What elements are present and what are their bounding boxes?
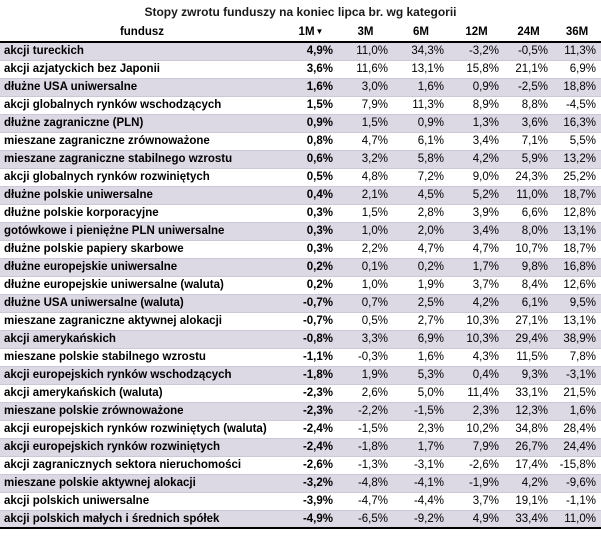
return-value-12m: 3,7% — [472, 279, 499, 291]
return-value-12m: 4,2% — [472, 297, 499, 309]
table-row — [0, 294, 601, 312]
return-value-36m: 13,1% — [563, 315, 596, 327]
return-value-3m: 2,6% — [361, 387, 388, 399]
return-value-36m: 25,2% — [563, 171, 596, 183]
header-row — [0, 22, 601, 42]
return-value-1m: 1,5% — [306, 99, 333, 111]
return-value-1m: -4,9% — [302, 512, 333, 525]
return-value-6m: 2,5% — [417, 297, 444, 309]
return-value-12m: 1,7% — [472, 261, 499, 273]
return-value-36m: 11,3% — [564, 45, 596, 58]
return-value-6m: 1,9% — [417, 279, 444, 291]
return-value-6m: 7,2% — [417, 171, 444, 183]
column-header-12m[interactable] — [449, 22, 504, 42]
return-value-6m: 2,7% — [417, 315, 444, 327]
return-value-6m: -4,4% — [413, 495, 444, 507]
return-value-3m: 11,6% — [356, 63, 388, 75]
return-value-24m: 27,1% — [515, 315, 548, 327]
fund-category-name: dłużne polskie papiery skarbowe — [4, 243, 184, 255]
return-value-12m: 1,3% — [472, 117, 499, 129]
return-value-12m: -1,9% — [468, 477, 499, 489]
return-value-3m: 1,5% — [361, 207, 388, 219]
table-row — [0, 438, 601, 456]
return-value-12m: 8,9% — [472, 99, 499, 111]
return-value-24m: 19,1% — [515, 495, 548, 507]
return-value-36m: 18,8% — [563, 81, 596, 93]
table-row — [0, 276, 601, 294]
fund-category-name: akcji globalnych rynków wschodzących — [4, 99, 222, 111]
return-value-36m: 12,6% — [563, 279, 596, 291]
return-value-6m: 6,1% — [417, 135, 444, 147]
column-header-fundusz[interactable]: fundusz — [0, 22, 284, 42]
fund-category-name: dłużne polskie korporacyjne — [4, 207, 159, 219]
return-value-12m: 10,3% — [466, 333, 499, 345]
return-value-1m: -0,7% — [302, 315, 333, 327]
return-value-3m: 0,7% — [361, 297, 388, 309]
return-value-1m: 4,9% — [306, 45, 333, 58]
return-value-36m: -15,8% — [559, 459, 596, 471]
fund-returns-table — [0, 22, 601, 529]
fund-category-name: akcji tureckich — [4, 45, 84, 58]
return-value-12m: 9,0% — [472, 171, 499, 183]
return-value-6m: 1,6% — [417, 81, 444, 93]
return-value-6m: 5,3% — [417, 369, 444, 381]
return-value-24m: 6,6% — [521, 207, 548, 219]
return-value-1m: -1,8% — [302, 369, 333, 381]
return-value-1m: 0,8% — [306, 135, 333, 147]
table-row — [0, 348, 601, 366]
return-value-6m: 13,1% — [411, 63, 444, 75]
return-value-1m: 0,3% — [306, 243, 333, 255]
table-row — [0, 132, 601, 150]
return-value-24m: 10,7% — [515, 243, 548, 255]
return-value-3m: -4,7% — [357, 495, 388, 507]
column-header-1m[interactable] — [284, 22, 338, 42]
return-value-36m: 21,5% — [563, 387, 596, 399]
column-header-6m[interactable] — [393, 22, 449, 42]
return-value-1m: 0,5% — [306, 171, 333, 183]
column-header-3m[interactable] — [338, 22, 393, 42]
return-value-24m: 29,4% — [515, 333, 548, 345]
column-header-label: 12M — [465, 25, 488, 38]
return-value-24m: 9,8% — [521, 261, 548, 273]
return-value-6m: -9,2% — [413, 512, 444, 525]
return-value-12m: 4,7% — [472, 243, 499, 255]
return-value-24m: 8,4% — [521, 279, 548, 291]
fund-category-name: akcji amerykańskich (waluta) — [4, 387, 163, 399]
return-value-1m: -3,9% — [302, 495, 333, 507]
return-value-3m: 11,0% — [356, 45, 388, 58]
return-value-24m: 6,1% — [521, 297, 548, 309]
fund-category-name: dłużne europejskie uniwersalne — [4, 261, 178, 273]
fund-category-name: mieszane zagraniczne aktywnej alokacji — [4, 315, 222, 327]
return-value-6m: 0,2% — [417, 261, 444, 273]
return-value-24m: 33,4% — [515, 512, 548, 525]
table-row — [0, 330, 601, 348]
fund-category-name: akcji azjatyckich bez Japonii — [4, 63, 160, 75]
return-value-12m: 4,2% — [472, 153, 499, 165]
return-value-36m: -4,5% — [565, 99, 596, 111]
return-value-12m: 15,8% — [466, 63, 499, 75]
return-value-24m: 7,1% — [521, 135, 548, 147]
return-value-24m: 11,5% — [516, 351, 548, 363]
return-value-24m: -2,5% — [517, 81, 548, 93]
table-row — [0, 96, 601, 114]
table-row — [0, 60, 601, 78]
return-value-3m: 1,0% — [361, 225, 388, 237]
column-header-label: 24M — [517, 25, 540, 38]
table-row — [0, 456, 601, 474]
return-value-24m: 33,1% — [515, 387, 548, 399]
column-header-24m[interactable] — [504, 22, 553, 42]
return-value-36m: 16,8% — [563, 261, 596, 273]
return-value-24m: 5,9% — [521, 153, 548, 165]
return-value-6m: 5,8% — [417, 153, 444, 165]
return-value-3m: 3,3% — [361, 333, 388, 345]
return-value-24m: 3,6% — [521, 117, 548, 129]
return-value-3m: 4,7% — [361, 135, 388, 147]
return-value-12m: 3,4% — [472, 225, 499, 237]
fund-category-name: akcji polskich małych i średnich spółek — [4, 512, 220, 525]
return-value-36m: 9,5% — [569, 297, 596, 309]
return-value-12m: 4,9% — [472, 512, 499, 525]
return-value-3m: 0,1% — [361, 261, 388, 273]
fund-category-name: akcji polskich uniwersalne — [4, 495, 150, 507]
fund-category-name: mieszane polskie stabilnego wzrostu — [4, 351, 206, 363]
return-value-24m: 26,7% — [515, 441, 548, 453]
table-row — [0, 150, 601, 168]
return-value-12m: 2,3% — [472, 405, 499, 417]
table-row — [0, 42, 601, 60]
return-value-12m: 5,2% — [472, 189, 499, 201]
fund-category-name: mieszane polskie zrównoważone — [4, 405, 184, 417]
return-value-36m: 18,7% — [563, 243, 596, 255]
return-value-1m: 0,2% — [306, 279, 333, 291]
return-value-24m: 11,0% — [516, 189, 548, 201]
return-value-36m: 18,7% — [563, 189, 596, 201]
return-value-3m: -4,8% — [357, 477, 388, 489]
sort-desc-icon: ▼ — [315, 26, 324, 36]
table-row — [0, 204, 601, 222]
return-value-1m: 0,2% — [306, 261, 333, 273]
return-value-24m: 8,0% — [521, 225, 548, 237]
return-value-36m: 1,6% — [569, 405, 596, 417]
return-value-36m: 38,9% — [563, 333, 596, 345]
return-value-3m: 2,1% — [361, 189, 388, 201]
column-header-label: 1M — [298, 25, 315, 38]
return-value-12m: 10,2% — [466, 423, 499, 435]
return-value-6m: 1,6% — [417, 351, 444, 363]
return-value-3m: 4,8% — [361, 171, 388, 183]
return-value-24m: 34,8% — [515, 423, 548, 435]
return-value-12m: 3,4% — [472, 135, 499, 147]
return-value-36m: 12,8% — [563, 207, 596, 219]
fund-category-name: mieszane zagraniczne zrównoważone — [4, 135, 210, 147]
return-value-3m: -1,5% — [357, 423, 388, 435]
return-value-1m: 1,6% — [306, 81, 333, 93]
return-value-36m: 28,4% — [563, 423, 596, 435]
return-value-24m: -0,5% — [517, 45, 548, 58]
return-value-1m: 3,6% — [306, 63, 333, 75]
table-row — [0, 312, 601, 330]
table-row — [0, 186, 601, 204]
return-value-36m: 6,9% — [569, 63, 596, 75]
fund-category-name: akcji europejskich rynków wschodzących — [4, 369, 232, 381]
return-value-6m: 0,9% — [417, 117, 444, 129]
return-value-6m: 11,3% — [412, 99, 444, 111]
return-value-6m: 6,9% — [417, 333, 444, 345]
return-value-36m: -3,1% — [565, 369, 596, 381]
return-value-36m: -9,6% — [565, 477, 596, 489]
return-value-1m: -2,4% — [302, 441, 333, 453]
return-value-3m: 3,0% — [361, 81, 388, 93]
return-value-24m: 8,8% — [521, 99, 548, 111]
return-value-36m: 13,2% — [563, 153, 596, 165]
fund-category-name: dłużne USA uniwersalne (waluta) — [4, 297, 184, 309]
return-value-1m: 0,9% — [306, 117, 333, 129]
return-value-1m: 0,3% — [306, 207, 333, 219]
return-value-6m: 2,0% — [417, 225, 444, 237]
return-value-36m: 5,5% — [569, 135, 596, 147]
fund-category-name: mieszane zagraniczne stabilnego wzrostu — [4, 153, 233, 165]
return-value-24m: 4,2% — [521, 477, 548, 489]
return-value-1m: -2,6% — [302, 459, 333, 471]
return-value-12m: 0,9% — [472, 81, 499, 93]
return-value-6m: 5,0% — [417, 387, 444, 399]
table-row — [0, 402, 601, 420]
return-value-12m: 7,9% — [472, 441, 499, 453]
return-value-6m: -3,1% — [413, 459, 444, 471]
table-row — [0, 510, 601, 528]
return-value-12m: 11,4% — [467, 387, 499, 399]
return-value-1m: -3,2% — [302, 477, 333, 489]
return-value-6m: 2,3% — [417, 423, 444, 435]
table-row — [0, 222, 601, 240]
return-value-36m: 16,3% — [563, 117, 596, 129]
return-value-12m: 0,4% — [472, 369, 499, 381]
table-row — [0, 492, 601, 510]
table-row — [0, 366, 601, 384]
return-value-6m: 4,7% — [417, 243, 444, 255]
column-header-label: 36M — [565, 25, 589, 38]
return-value-1m: 0,6% — [306, 153, 333, 165]
table-row — [0, 78, 601, 96]
fund-category-name: dłużne zagraniczne (PLN) — [4, 117, 144, 129]
table-row — [0, 474, 601, 492]
page-title: Stopy zwrotu funduszy na koniec lipca br. wg kategorii — [144, 5, 457, 19]
fund-category-name: akcji europejskich rynków rozwiniętych (waluta) — [4, 423, 267, 435]
return-value-3m: 3,2% — [361, 153, 388, 165]
return-value-24m: 17,4% — [515, 459, 548, 471]
fund-category-name: akcji amerykańskich — [4, 333, 116, 345]
return-value-6m: 2,8% — [417, 207, 444, 219]
return-value-36m: 24,4% — [563, 441, 596, 453]
return-value-36m: 7,8% — [569, 351, 596, 363]
return-value-3m: 7,9% — [361, 99, 388, 111]
return-value-24m: 12,3% — [515, 405, 548, 417]
return-value-3m: 2,2% — [361, 243, 388, 255]
fund-category-name: akcji zagranicznych sektora nieruchomości — [4, 459, 242, 471]
return-value-36m: 13,1% — [563, 225, 596, 237]
return-value-3m: 0,5% — [361, 315, 388, 327]
return-value-12m: 3,7% — [472, 495, 499, 507]
return-value-1m: 0,3% — [306, 225, 333, 237]
table-row — [0, 114, 601, 132]
return-value-1m: -0,8% — [302, 333, 333, 345]
table-row — [0, 240, 601, 258]
return-value-12m: 4,3% — [472, 351, 499, 363]
fund-category-name: dłużne polskie uniwersalne — [4, 189, 153, 201]
return-value-3m: -1,8% — [357, 441, 388, 453]
table-body — [0, 42, 601, 528]
return-value-3m: 1,9% — [361, 369, 388, 381]
return-value-36m: 11,0% — [564, 512, 596, 525]
return-value-36m: -1,1% — [565, 495, 596, 507]
return-value-3m: 1,5% — [361, 117, 388, 129]
return-value-6m: 1,7% — [417, 441, 444, 453]
return-value-3m: -0,3% — [357, 351, 388, 363]
return-value-6m: -1,5% — [413, 405, 444, 417]
return-value-1m: -1,1% — [302, 351, 333, 363]
fund-category-name: gotówkowe i pieniężne PLN uniwersalne — [4, 225, 225, 237]
column-header-label: 3M — [357, 25, 374, 38]
return-value-12m: 3,9% — [472, 207, 499, 219]
return-value-12m: 10,3% — [466, 315, 499, 327]
return-value-1m: -2,4% — [302, 423, 333, 435]
return-value-6m: -4,1% — [413, 477, 444, 489]
return-value-12m: -2,6% — [468, 459, 499, 471]
return-value-3m: -1,3% — [357, 459, 388, 471]
return-value-1m: -2,3% — [302, 387, 333, 399]
column-header-36m[interactable] — [553, 22, 601, 42]
fund-category-name: akcji europejskich rynków rozwiniętych — [4, 441, 221, 453]
fund-category-name: dłużne USA uniwersalne — [4, 81, 138, 93]
return-value-3m: -2,2% — [357, 405, 388, 417]
return-value-1m: -2,3% — [302, 405, 333, 417]
fund-category-name: mieszane polskie aktywnej alokacji — [4, 477, 196, 489]
table-row — [0, 168, 601, 186]
return-value-1m: -0,7% — [302, 297, 333, 309]
return-value-6m: 4,5% — [417, 189, 444, 201]
return-value-24m: 21,1% — [515, 63, 548, 75]
return-value-3m: 1,0% — [361, 279, 388, 291]
return-value-12m: -3,2% — [468, 45, 499, 58]
fund-category-name: akcji globalnych rynków rozwiniętych — [4, 171, 210, 183]
table-row — [0, 258, 601, 276]
return-value-3m: -6,5% — [357, 512, 388, 525]
table-row — [0, 420, 601, 438]
return-value-24m: 9,3% — [521, 369, 548, 381]
table-row — [0, 384, 601, 402]
fund-category-name: dłużne europejskie uniwersalne (waluta) — [4, 279, 224, 291]
return-value-24m: 24,3% — [515, 171, 548, 183]
return-value-1m: 0,4% — [306, 189, 333, 201]
return-value-6m: 34,3% — [411, 45, 444, 58]
column-header-label: 6M — [413, 25, 429, 38]
